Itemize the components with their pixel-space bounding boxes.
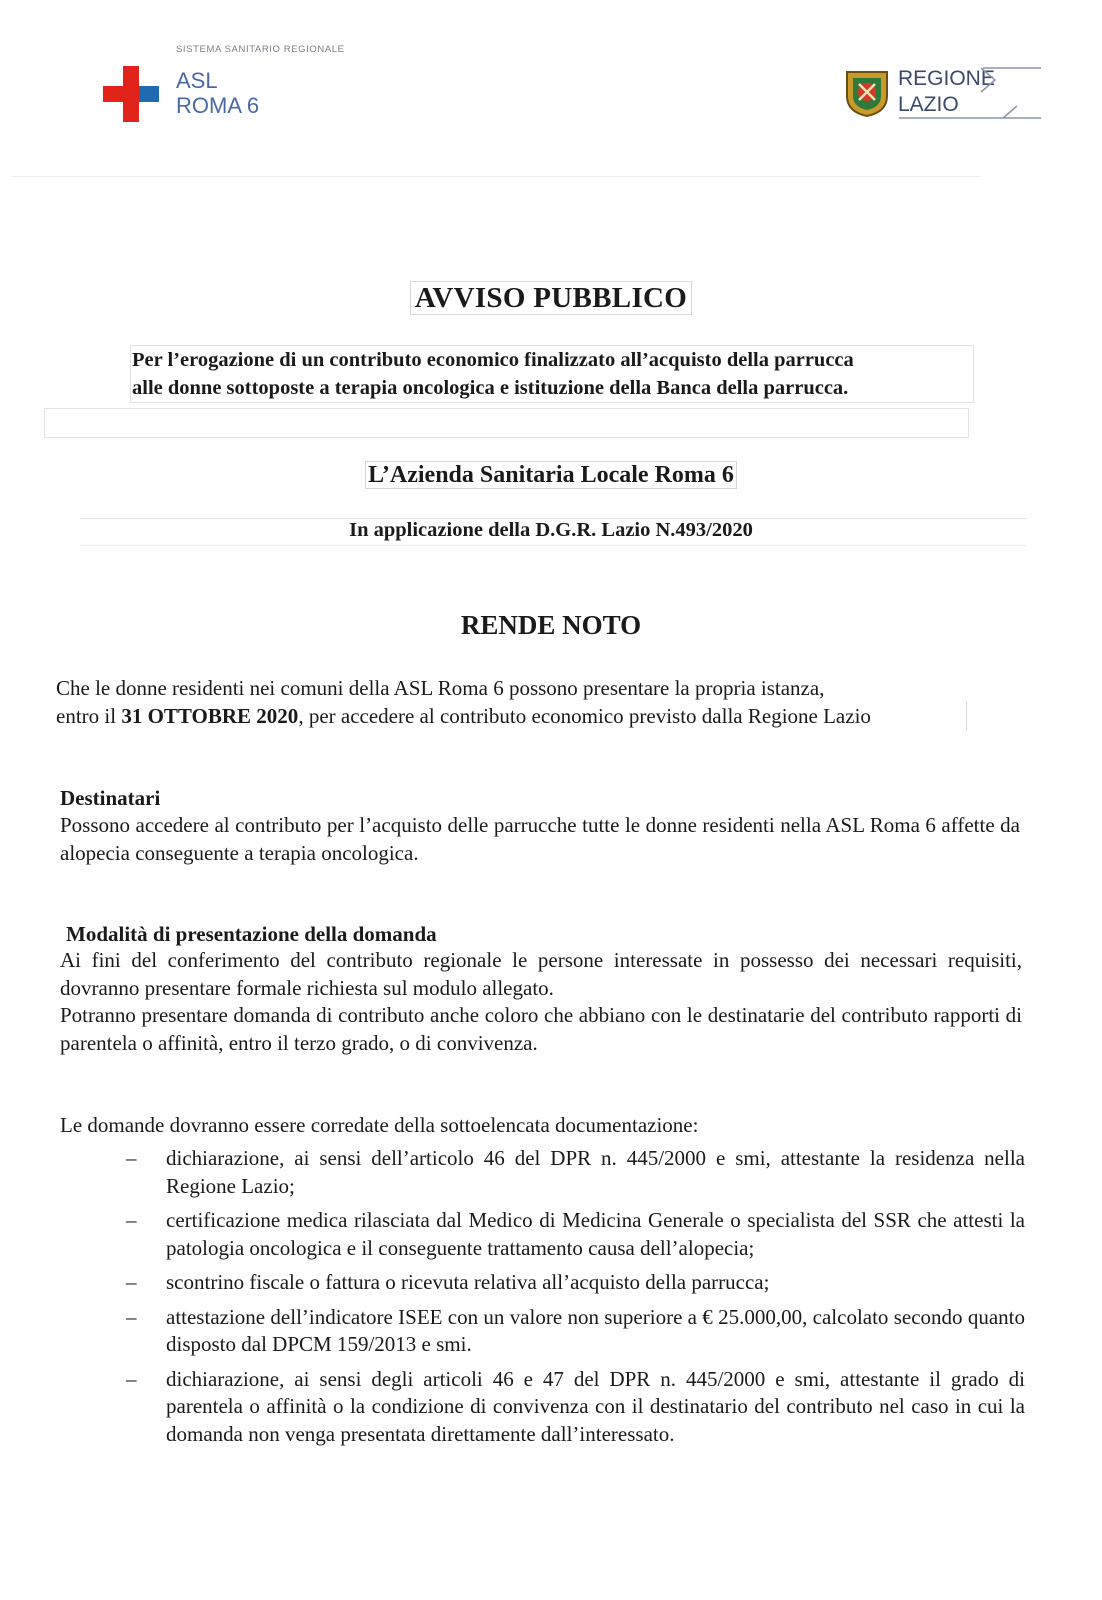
list-item: – certificazione medica rilasciata dal Medico di Medicina Generale o specialista del SSR che attesti la patologia oncologica e il conseguente trattamento causa dell’alopecia;: [126, 1208, 1025, 1260]
empty-field-frame: [44, 408, 969, 438]
regione-lazio-swoosh-icon: [895, 62, 1041, 124]
list-item: – dichiarazione, ai sensi degli articoli 46 e 47 del DPR n. 445/2000 e smi, attestante il grado di parentela o affinità o la condizione di convivenza con il destinatario del contributo nel caso in cui la domanda non venga presentata direttamente dall’interessato.: [126, 1366, 1025, 1446]
notice-subtitle: Per l’erogazione di un contributo economico finalizzato all’acquisto della parrucca alle donne sottoposte a terapia oncologica e istituzione della Banca della parrucca.: [132, 349, 854, 399]
destinatari-text: Possono accedere al contributo per l’acquisto delle parrucche tutte le donne residenti nella ASL Roma 6 affette da alopecia conseguente a terapia oncologica.: [60, 813, 1020, 865]
modalita-text: [60, 947, 1022, 1057]
list-item: – scontrino fiscale o fattura o ricevuta relativa all’acquisto della parrucca;: [60, 1269, 1025, 1297]
modalita-paragraph-1: Ai fini del conferimento del contributo regionale le persone interessate in possesso dei necessari requisiti, dovranno presentare formale richiesta sul modulo allegato.: [60, 948, 1022, 1000]
header-divider: [12, 176, 980, 177]
dash-bullet: –: [126, 1270, 137, 1294]
page-title: AVVISO PUBBLICO: [0, 282, 1102, 315]
regione-lazio-emblem-icon: [843, 66, 891, 118]
destinatari-heading: Destinatari: [60, 786, 161, 810]
documentazione-intro: Le domande dovranno essere corredate della sottoelencata documentazione:: [60, 1113, 699, 1137]
dash-bullet: –: [126, 1304, 137, 1329]
rende-noto-heading: RENDE NOTO: [460, 610, 642, 640]
list-item: – attestazione dell’indicatore ISEE con un valore non superiore a € 25.000,00, calcolato secondo quanto disposto dal DPCM 159/2013 e smi.: [126, 1304, 1025, 1356]
dgr-reference: In applicazione della D.G.R. Lazio N.493/2020: [349, 519, 753, 541]
dash-bullet: –: [126, 1366, 137, 1391]
asl-logo-name: ASL ROMA 6: [176, 68, 260, 118]
red-blue-cross-icon: [103, 66, 159, 122]
modalita-heading: Modalità di presentazione della domanda: [66, 922, 437, 946]
intro-line-1: Che le donne residenti nei comuni della ASL Roma 6 possono presentare la propria istanza,: [56, 676, 825, 700]
documentazione-list: [60, 1145, 1025, 1455]
dash-bullet: –: [126, 1208, 137, 1232]
list-item: – dichiarazione, ai sensi dell’articolo 46 del DPR n. 445/2000 e smi, attestante la residenza nella Regione Lazio;: [126, 1146, 1025, 1198]
asl-system-label: SISTEMA SANITARIO REGIONALE: [176, 44, 345, 55]
intro-paragraph: [56, 674, 971, 730]
intro-line-2: entro il 31 OTTOBRE 2020, per accedere al contributo economico previsto dalla Regione Lazio: [56, 704, 871, 728]
issuing-authority: L’Azienda Sanitaria Locale Roma 6: [0, 462, 1102, 489]
deadline-date: 31 OTTOBRE 2020: [121, 704, 299, 728]
regione-lazio-name: REGIONE LAZIO: [898, 67, 995, 116]
dash-bullet: –: [126, 1146, 137, 1170]
modalita-paragraph-2: Potranno presentare domanda di contributo anche coloro che abbiano con le destinatarie del contributo rapporti di parentela o affinità, entro il terzo grado, o di convivenza.: [60, 1003, 1022, 1055]
